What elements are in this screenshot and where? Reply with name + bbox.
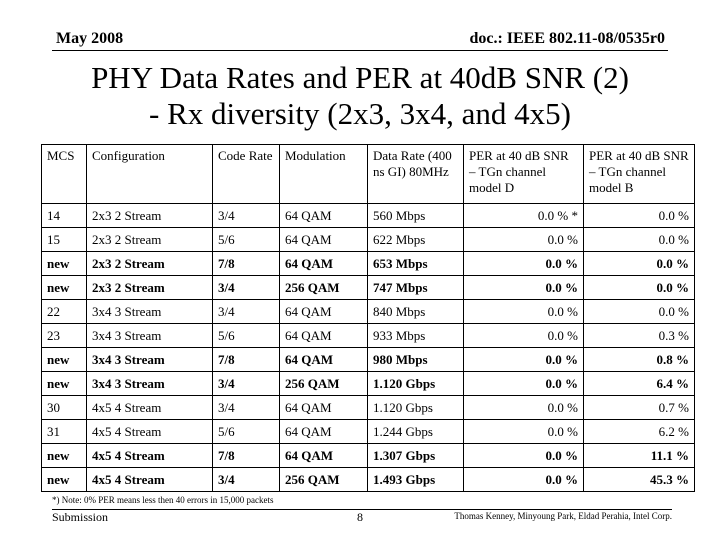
cell-per-d: 0.0 % — [464, 444, 584, 468]
cell-data-rate: 560 Mbps — [368, 204, 464, 228]
footnote: *) Note: 0% PER means less then 40 errors in 15,000 packets — [52, 495, 274, 505]
header-modulation: Modulation — [280, 145, 368, 204]
cell-modulation: 64 QAM — [280, 444, 368, 468]
cell-modulation: 64 QAM — [280, 324, 368, 348]
cell-per-d: 0.0 % — [464, 348, 584, 372]
cell-config: 3x4 3 Stream — [87, 324, 213, 348]
cell-data-rate: 980 Mbps — [368, 348, 464, 372]
cell-per-b: 0.0 % — [584, 252, 695, 276]
cell-code-rate: 3/4 — [213, 300, 280, 324]
cell-data-rate: 840 Mbps — [368, 300, 464, 324]
cell-data-rate: 1.493 Gbps — [368, 468, 464, 492]
cell-mcs: new — [42, 468, 87, 492]
cell-modulation: 64 QAM — [280, 420, 368, 444]
cell-mcs: 23 — [42, 324, 87, 348]
cell-mcs: 30 — [42, 396, 87, 420]
header-doc-id: doc.: IEEE 802.11-08/0535r0 — [469, 30, 665, 47]
table-row — [42, 468, 695, 492]
cell-per-d: 0.0 % — [464, 228, 584, 252]
cell-config: 3x4 3 Stream — [87, 348, 213, 372]
cell-per-d: 0.0 % — [464, 420, 584, 444]
cell-mcs: new — [42, 372, 87, 396]
cell-config: 3x4 3 Stream — [87, 300, 213, 324]
table-header-row — [42, 145, 695, 204]
cell-config: 2x3 2 Stream — [87, 204, 213, 228]
cell-mcs: new — [42, 348, 87, 372]
header-per-model-d: PER at 40 dB SNR – TGn channel model D — [464, 145, 584, 204]
cell-modulation: 256 QAM — [280, 372, 368, 396]
cell-data-rate: 653 Mbps — [368, 252, 464, 276]
cell-data-rate: 1.120 Gbps — [368, 396, 464, 420]
table-row — [42, 444, 695, 468]
header-data-rate: Data Rate (400 ns GI) 80MHz — [368, 145, 464, 204]
title-line-2: - Rx diversity (2x3, 3x4, and 4x5) — [149, 96, 571, 131]
cell-per-b: 0.0 % — [584, 300, 695, 324]
cell-per-b: 0.0 % — [584, 276, 695, 300]
cell-data-rate: 933 Mbps — [368, 324, 464, 348]
cell-mcs: new — [42, 276, 87, 300]
cell-per-d: 0.0 % — [464, 324, 584, 348]
cell-per-d: 0.0 % — [464, 276, 584, 300]
table-row — [42, 228, 695, 252]
cell-config: 4x5 4 Stream — [87, 420, 213, 444]
cell-code-rate: 5/6 — [213, 324, 280, 348]
cell-config: 3x4 3 Stream — [87, 372, 213, 396]
cell-data-rate: 1.307 Gbps — [368, 444, 464, 468]
cell-config: 2x3 2 Stream — [87, 276, 213, 300]
cell-mcs: 14 — [42, 204, 87, 228]
header-per-model-b: PER at 40 dB SNR – TGn channel model B — [584, 145, 695, 204]
cell-code-rate: 7/8 — [213, 444, 280, 468]
cell-per-b: 11.1 % — [584, 444, 695, 468]
cell-code-rate: 7/8 — [213, 252, 280, 276]
cell-per-d: 0.0 % — [464, 300, 584, 324]
cell-mcs: new — [42, 252, 87, 276]
table-row — [42, 300, 695, 324]
table-row — [42, 204, 695, 228]
table-row — [42, 324, 695, 348]
cell-code-rate: 3/4 — [213, 372, 280, 396]
cell-code-rate: 7/8 — [213, 348, 280, 372]
cell-modulation: 256 QAM — [280, 276, 368, 300]
cell-per-b: 0.8 % — [584, 348, 695, 372]
cell-per-b: 0.7 % — [584, 396, 695, 420]
cell-per-b: 0.3 % — [584, 324, 695, 348]
cell-code-rate: 3/4 — [213, 396, 280, 420]
header-rule — [52, 50, 668, 51]
cell-per-b: 6.2 % — [584, 420, 695, 444]
table-row — [42, 276, 695, 300]
cell-modulation: 64 QAM — [280, 228, 368, 252]
page-number: 8 — [357, 510, 363, 524]
cell-per-b: 0.0 % — [584, 204, 695, 228]
cell-mcs: 15 — [42, 228, 87, 252]
footer-submission: Submission — [52, 510, 109, 524]
footer-authors: Thomas Kenney, Minyoung Park, Eldad Perahia, Intel Corp. — [454, 511, 672, 521]
header-configuration: Configuration — [87, 145, 213, 204]
cell-per-d: 0.0 % — [464, 396, 584, 420]
cell-modulation: 64 QAM — [280, 204, 368, 228]
cell-per-d: 0.0 % — [464, 468, 584, 492]
data-rates-table — [41, 144, 695, 492]
cell-config: 4x5 4 Stream — [87, 396, 213, 420]
cell-modulation: 64 QAM — [280, 396, 368, 420]
header-mcs: MCS — [42, 145, 87, 204]
table-row — [42, 372, 695, 396]
cell-mcs: new — [42, 444, 87, 468]
cell-modulation: 256 QAM — [280, 468, 368, 492]
cell-code-rate: 5/6 — [213, 420, 280, 444]
table-row — [42, 348, 695, 372]
cell-config: 4x5 4 Stream — [87, 468, 213, 492]
cell-data-rate: 622 Mbps — [368, 228, 464, 252]
cell-modulation: 64 QAM — [280, 252, 368, 276]
cell-data-rate: 747 Mbps — [368, 276, 464, 300]
cell-per-b: 0.0 % — [584, 228, 695, 252]
cell-config: 4x5 4 Stream — [87, 444, 213, 468]
cell-code-rate: 3/4 — [213, 276, 280, 300]
table-body — [42, 204, 695, 492]
table-row — [42, 396, 695, 420]
cell-per-b: 45.3 % — [584, 468, 695, 492]
cell-mcs: 31 — [42, 420, 87, 444]
cell-per-d: 0.0 % — [464, 252, 584, 276]
cell-per-d: 0.0 % * — [464, 204, 584, 228]
cell-code-rate: 3/4 — [213, 204, 280, 228]
cell-code-rate: 3/4 — [213, 468, 280, 492]
cell-per-b: 6.4 % — [584, 372, 695, 396]
title-line-1: PHY Data Rates and PER at 40dB SNR (2) — [91, 60, 629, 95]
cell-mcs: 22 — [42, 300, 87, 324]
slide-title — [0, 60, 720, 132]
cell-modulation: 64 QAM — [280, 348, 368, 372]
cell-data-rate: 1.244 Gbps — [368, 420, 464, 444]
cell-data-rate: 1.120 Gbps — [368, 372, 464, 396]
cell-per-d: 0.0 % — [464, 372, 584, 396]
table-row — [42, 252, 695, 276]
cell-config: 2x3 2 Stream — [87, 252, 213, 276]
table-row — [42, 420, 695, 444]
cell-code-rate: 5/6 — [213, 228, 280, 252]
header-date: May 2008 — [56, 30, 124, 47]
header-code-rate: Code Rate — [213, 145, 280, 204]
cell-modulation: 64 QAM — [280, 300, 368, 324]
cell-config: 2x3 2 Stream — [87, 228, 213, 252]
